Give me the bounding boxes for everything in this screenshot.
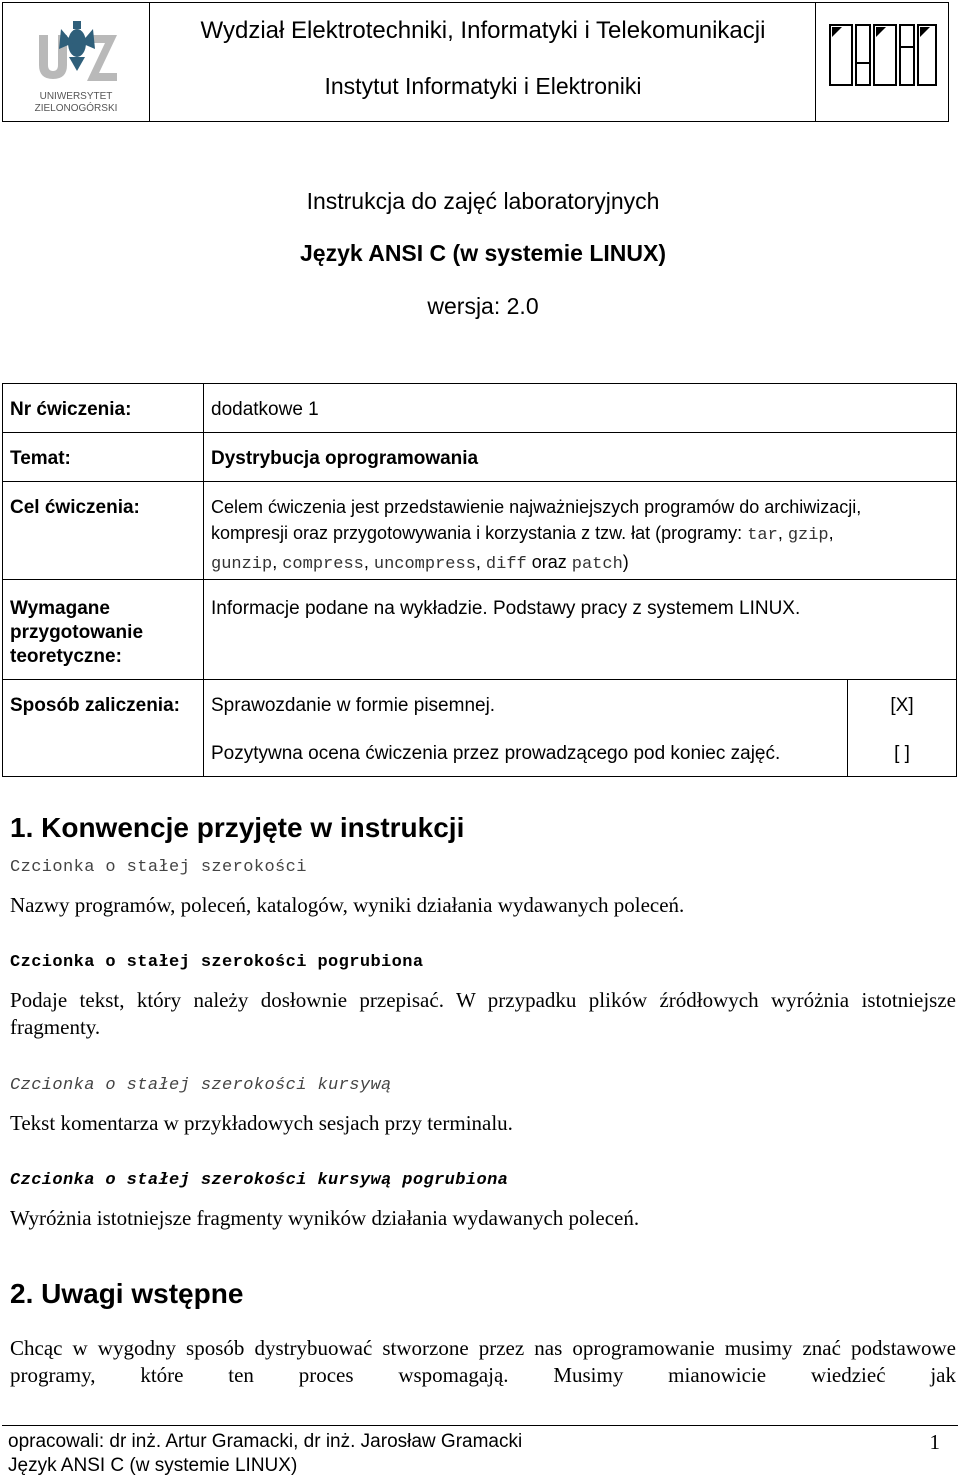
doc-version: wersja: 2.0 (427, 293, 539, 319)
convention-mono-label: Czcionka o stałej szerokości (10, 858, 307, 877)
institute-name: Instytut Informatyki i Elektroniki (324, 73, 642, 99)
table-divider (3, 579, 956, 580)
sposob-option-written-checkbox[interactable]: [X] (890, 695, 914, 716)
doc-title-course: Język ANSI C (w systemie LINUX) (300, 240, 666, 266)
page-header (2, 2, 949, 122)
cel-label: Cel ćwiczenia: (10, 497, 140, 518)
footer-divider (2, 1425, 958, 1426)
nr-label: Nr ćwiczenia: (10, 399, 132, 420)
footer-subject: Język ANSI C (w systemie LINUX) (8, 1455, 298, 1476)
convention-mono-italic-bold-label: Czcionka o stałej szerokości kursywą pogrubiona (10, 1171, 509, 1190)
sposob-option-evaluation-checkbox[interactable]: [ ] (894, 743, 910, 764)
section-1-heading: 1. Konwencje przyjęte w instrukcji (10, 812, 465, 843)
page-number: 1 (929, 1430, 940, 1454)
university-logo-icon (3, 3, 149, 121)
university-logo (3, 3, 150, 121)
convention-mono-bold-label: Czcionka o stałej szerokości pogrubiona (10, 953, 424, 972)
footer-authors: opracowali: dr inż. Artur Gramacki, dr inż. Jarosław Gramacki (8, 1431, 523, 1452)
institute-logo (815, 3, 948, 121)
wymagane-value: Informacje podane na wykładzie. Podstawy pracy z systemem LINUX. (211, 598, 801, 619)
wymagane-label: Wymagane przygotowanie teoretyczne: (10, 598, 144, 667)
institute-logo-icon (816, 3, 948, 121)
section-2-heading: 2. Uwagi wstępne (10, 1278, 244, 1309)
convention-mono-desc: Nazwy programów, poleceń, katalogów, wyniki działania wydawanych poleceń. (10, 893, 685, 917)
doc-title-instruction: Instrukcja do zajęć laboratoryjnych (306, 188, 660, 214)
sposob-label: Sposób zaliczenia: (10, 695, 180, 716)
table-divider (3, 679, 956, 680)
faculty-name: Wydział Elektrotechniki, Informatyki i Telekomunikacji (200, 17, 766, 44)
svg-text:UNIWERSYTET: UNIWERSYTET (39, 91, 113, 102)
table-divider (203, 384, 204, 776)
section-2-paragraph: Chcąc w wygodny sposób dystrybuować stworzone przez nas oprogramowanie musimy znać podstawowe programy, które ten proces wspomagają. Musimy mianowicie wiedzieć jak (10, 1336, 956, 1387)
convention-mono-italic-label: Czcionka o stałej szerokości kursywą (10, 1076, 392, 1095)
convention-mono-italic-bold-desc: Wyróżnia istotniejsze fragmenty wyników działania wydawanych poleceń. (10, 1206, 640, 1230)
cel-value: Celem ćwiczenia jest przedstawienie najważniejszych programów do archiwizacji, kompresji oraz przygotowywania i korzystania z tzw. łat (programy: tar, gzip, gunzip, compress, uncompress, diff oraz patch) (211, 497, 862, 574)
sposob-option-evaluation: Pozytywna ocena ćwiczenia przez prowadzącego pod koniec zajęć. (211, 743, 781, 764)
table-divider (3, 432, 956, 433)
table-divider (3, 481, 956, 482)
nr-value: dodatkowe 1 (211, 399, 319, 420)
sposob-option-written: Sprawozdanie w formie pisemnej. (211, 695, 496, 716)
exercise-info-table (2, 383, 957, 777)
temat-label: Temat: (10, 448, 71, 469)
svg-text:ZIELONOGÓRSKI: ZIELONOGÓRSKI (34, 103, 118, 114)
convention-mono-bold-desc: Podaje tekst, który należy dosłownie przepisać. W przypadku plików źródłowych wyróżnia istotniejsze fragmenty. (10, 988, 956, 1039)
convention-mono-italic-desc: Tekst komentarza w przykładowych sesjach przy terminalu. (10, 1111, 513, 1135)
temat-value: Dystrybucja oprogramowania (211, 448, 479, 469)
